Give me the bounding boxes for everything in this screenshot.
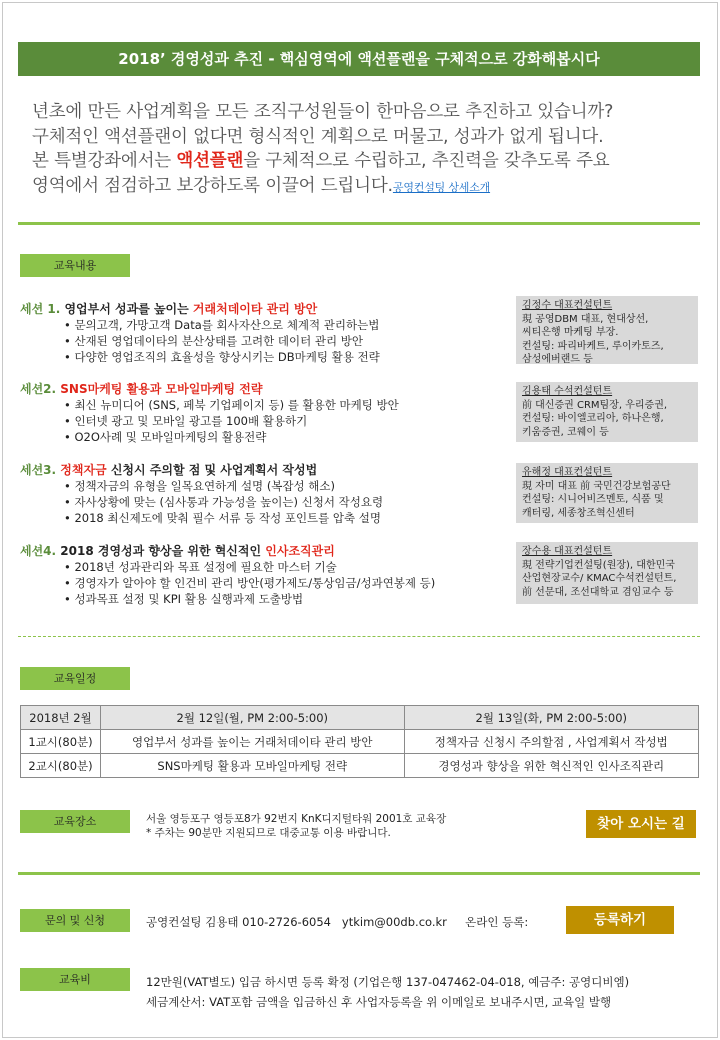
session-4-title [20,542,335,559]
session-2-bullets [64,397,399,445]
session-3-post: 신청시 주의할 점 및 사업계획서 작성법 [106,463,318,477]
session-2-title [20,380,262,397]
consultant-line: 산업현장교수/ KMAC수석컨설턴트, [522,573,677,584]
consultant-4-box [516,542,698,604]
session-3-highlight: 정책자금 [60,463,107,477]
intro-line-4 [32,174,700,201]
consultant-3-name: 유해정 대표컨설턴트 [522,467,613,478]
consultant-4-name: 장수용 대표컨설턴트 [522,546,613,557]
session-1-bullets [64,317,380,365]
label-schedule: 교육일정 [20,667,130,690]
consultant-2-name: 김용태 수석컨설턴트 [522,386,613,397]
intro-line-3-text: 본 특별강좌에서는 [32,151,177,171]
intro-line-1: 년초에 만든 사업계획을 모든 조직구성원들이 한마음으로 추진하고 있습니까? [32,102,614,122]
fee-line-1: 12만원(VAT별도) 입금 하시면 등록 확정 (기업은행 137-047462-04-018, 예금주: 공영디비엠) [146,975,630,989]
consultant-line: 컨설팅: 파리바케트, 루이카토즈, [522,340,664,352]
consultant-2-box [516,382,698,442]
label-place: 교육장소 [20,810,130,833]
session-1-number: 세션 1. [20,302,61,316]
divider [18,872,700,875]
consultant-3-box [516,463,698,523]
session-4-pre: 2018 경영성과 향상을 위한 혁신적인 [56,544,266,558]
list-item: • 문의고객, 가망고객 Data를 회사자산으로 체계적 관리하는법 [64,317,380,333]
consultant-line: 現 전략기업컨설팅(원장), 대한민국 [522,559,675,571]
session-1-title [20,300,317,317]
place-address: 서울 영등포구 영등포8가 92번지 KnK디지털타워 2001호 교육장 [146,813,447,825]
table-row [21,730,699,754]
session-4-bullets [64,559,435,607]
page-title: 2018’ 경영성과 추진 - 핵심영역에 액션플랜을 구체적으로 강화해봅시다 [18,42,700,76]
consultant-line: 前 대신증권 CRM팀장, 우리증권, [522,399,668,411]
list-item: • 최신 뉴미디어 (SNS, 페북 기업페이지 등) 를 활용한 마케팅 방안 [64,397,399,413]
consultant-line: 키움증권, 코웨이 등 [522,426,609,438]
list-item: • 성과목표 설정 및 KPI 활용 실행과제 도출방법 [64,591,435,607]
table-cell: SNS마케팅 활용과 모바일마케팅 전략 [101,754,405,778]
table-cell: 2교시(80분) [21,754,101,778]
consultant-line: 現 공영DBM 대표, 현대상선, [522,313,649,325]
consultant-1-box [516,296,698,364]
list-item: • 경영자가 알아야 할 인건비 관리 방안(평가제도/통상임금/성과연봉제 등) [64,575,435,591]
consultant-line: 컨설팅: 시니어비즈멘토, 식품 및 [522,494,664,505]
list-item: • 인터넷 광고 및 모바일 광고를 100배 활용하기 [64,413,399,429]
consultant-line: 씨티은행 마케팅 부장. [522,327,619,338]
register-button[interactable]: 등록하기 [566,906,674,934]
table-cell: 정책자금 신청시 주의할점 , 사업계획서 작성법 [404,730,698,754]
table-cell: 2018년 2월 [21,706,101,730]
table-cell: 영업부서 성과를 높이는 거래처데이타 관리 방안 [101,730,405,754]
fee-info [146,972,629,1012]
list-item: • 2018년 성과관리와 목표 설정에 필요한 마스터 기술 [64,559,435,575]
consultant-line: 前 선문대, 조선대학교 겸임교수 등 [522,586,674,598]
fee-line-2: 세금계산서: VAT포함 금액을 입금하신 후 사업자등록을 위 이메일로 보내주시면, 교육일 발행 [146,995,612,1009]
table-row [21,754,699,778]
table-cell: 2월 13일(화, PM 2:00-5:00) [404,706,698,730]
table-cell: 2월 12일(월, PM 2:00-5:00) [101,706,405,730]
intro-line-2: 구체적인 액션플랜이 없다면 형식적인 계획으로 머물고, 성과가 없게 됩니다. [32,126,604,147]
list-item: • 산재된 영업데이타의 분산상태를 고려한 데이터 관리 방안 [64,333,380,349]
session-4-number: 세션4. [20,544,57,558]
session-3-bullets [64,478,383,526]
session-3-title [20,461,317,478]
intro-highlight: 액션플랜 [176,151,244,171]
list-item: • 다양한 영업조직의 효율성을 향상시키는 DB마케팅 활용 전략 [64,349,380,365]
place-info [146,812,446,840]
table-row [21,706,699,730]
company-detail-link[interactable]: 공영컨설팅 상세소개 [392,180,491,194]
intro-text [32,100,700,200]
list-item: • 정책자금의 유형을 일목요연하게 설명 (복잡성 해소) [64,478,383,494]
place-note: * 주차는 90분만 지원되므로 대중교통 이용 바랍니다. [146,827,391,839]
intro-line-3-text-b: 을 구체적으로 수립하고, 추진력을 갖추도록 주요 [243,151,610,171]
session-4-highlight: 인사조직관리 [265,544,335,558]
consultant-line: 삼성에버랜드 등 [522,354,593,365]
table-cell: 1교시(80분) [21,730,101,754]
intro-line-3 [32,149,700,174]
session-2-number: 세션2. [20,382,57,396]
table-cell: 경영성과 향상을 위한 혁신적인 인사조직관리 [404,754,698,778]
schedule-table [20,705,699,778]
list-item: • 자사상황에 맞는 (심사통과 가능성을 높이는) 신청서 작성요령 [64,494,383,510]
divider [18,222,700,225]
session-1-highlight: 거래처데이타 관리 방안 [192,302,318,316]
directions-button[interactable]: 찾아 오시는 길 [586,810,696,838]
consultant-1-name: 김정수 대표컨설턴트 [522,300,613,311]
list-item: • 2018 최신제도에 맞춰 필수 서류 등 작성 포인트를 압축 설명 [64,510,383,526]
intro-line-4-text: 영역에서 점검하고 보강하도록 이끌어 드립니다. [32,175,393,196]
list-item: • O2O사례 및 모바일마케팅의 활용전략 [64,429,399,445]
session-3-number: 세션3. [20,463,57,477]
dashed-divider [18,636,700,637]
label-content: 교육내용 [20,254,130,277]
session-2-highlight: SNS마케팅 활용과 모바일마케팅 전략 [60,382,263,396]
consultant-line: 現 자미 대표 前 국민건강보험공단 [522,480,671,492]
consultant-line: 캐터링, 세종창조혁신센터 [522,507,635,519]
label-contact: 문의 및 신청 [20,909,130,932]
contact-info: 공영컨설팅 김용태 010-2726-6054 ytkim@00db.co.kr 온라인 등록: [146,915,529,929]
label-fee: 교육비 [20,968,130,991]
consultant-line: 컨설팅: 바이엘코리아, 하나은행, [522,413,664,424]
session-1-pre: 영업부서 성과를 높이는 [60,302,193,316]
